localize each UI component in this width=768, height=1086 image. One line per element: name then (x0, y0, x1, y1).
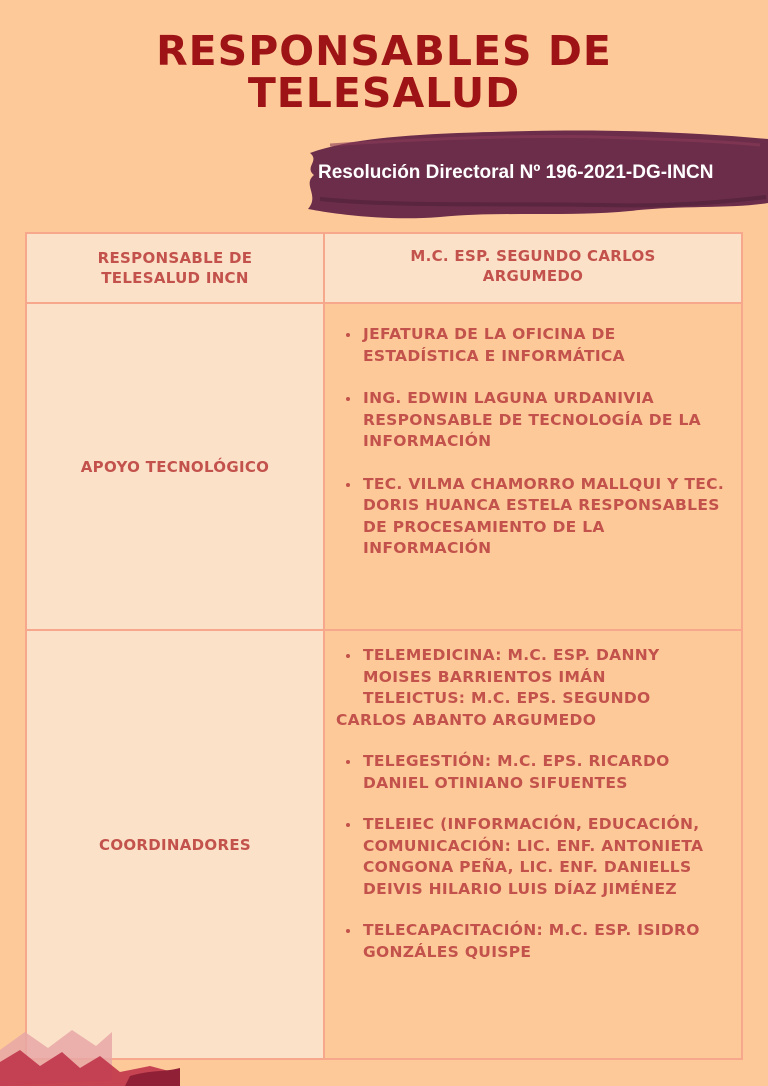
cell-coordinadores-label (27, 631, 325, 1058)
cell-responsable-name (325, 234, 741, 302)
teleictus-text-cont: CARLOS ABANTO ARGUMEDO (336, 710, 597, 729)
coordinadores-list (336, 645, 733, 983)
decorative-zigzag-graphic (0, 1010, 180, 1086)
list-item: TELEGESTIÓN: M.C. EPS. RICARDO DANIEL OTINIANO SIFUENTES (339, 751, 733, 794)
responsable-label: RESPONSABLE DE TELESALUD INCN (97, 249, 253, 287)
resolution-caption: Resolución Directoral Nº 196-2021-DG-INCN (318, 162, 714, 183)
title-line-2: TELESALUD (247, 69, 521, 117)
table-row-coordinadores (27, 631, 741, 1058)
title-line-1: RESPONSABLES DE (156, 27, 612, 75)
list-item: TEC. VILMA CHAMORRO MALLQUI Y TEC. DORIS HUANCA ESTELA RESPONSABLES DE PROCESAMIENTO DE LA INFORMACIÓN (339, 474, 733, 560)
coordinadores-label: COORDINADORES (99, 835, 251, 854)
list-item: ING. EDWIN LAGUNA URDANIVIA RESPONSABLE DE TECNOLOGÍA DE LA INFORMACIÓN (339, 388, 733, 453)
list-item (336, 645, 733, 731)
cell-apoyo-list (325, 304, 741, 629)
telemedicina-text: TELEMEDICINA: M.C. ESP. DANNY MOISES BARRIENTOS IMÁN (363, 646, 660, 686)
table-row-apoyo (27, 304, 741, 631)
cell-responsable-label (27, 234, 325, 302)
apoyo-list (339, 324, 733, 581)
cell-coordinadores-list (325, 631, 741, 1058)
page-title (0, 27, 768, 117)
apoyo-label: APOYO TECNOLÓGICO (80, 457, 270, 476)
list-item: JEFATURA DE LA OFICINA DE ESTADÍSTICA E INFORMÁTICA (339, 324, 733, 367)
cell-apoyo-label (27, 304, 325, 629)
table-row-header (27, 234, 741, 304)
list-item: TELECAPACITACIÓN: M.C. ESP. ISIDRO GONZÁLES QUISPE (339, 920, 733, 963)
responsable-name: M.C. ESP. SEGUNDO CARLOS ARGUMEDO (410, 247, 656, 285)
responsables-table (25, 232, 743, 1060)
teleictus-text: TELEICTUS: M.C. EPS. SEGUNDO (363, 689, 651, 707)
list-item: TELEIEC (INFORMACIÓN, EDUCACIÓN, COMUNICACIÓN: LIC. ENF. ANTONIETA CONGONA PEÑA, LIC. ENF. DANIELLS DEIVIS HILARIO LUIS DÍAZ JIMÉNEZ (339, 814, 733, 900)
